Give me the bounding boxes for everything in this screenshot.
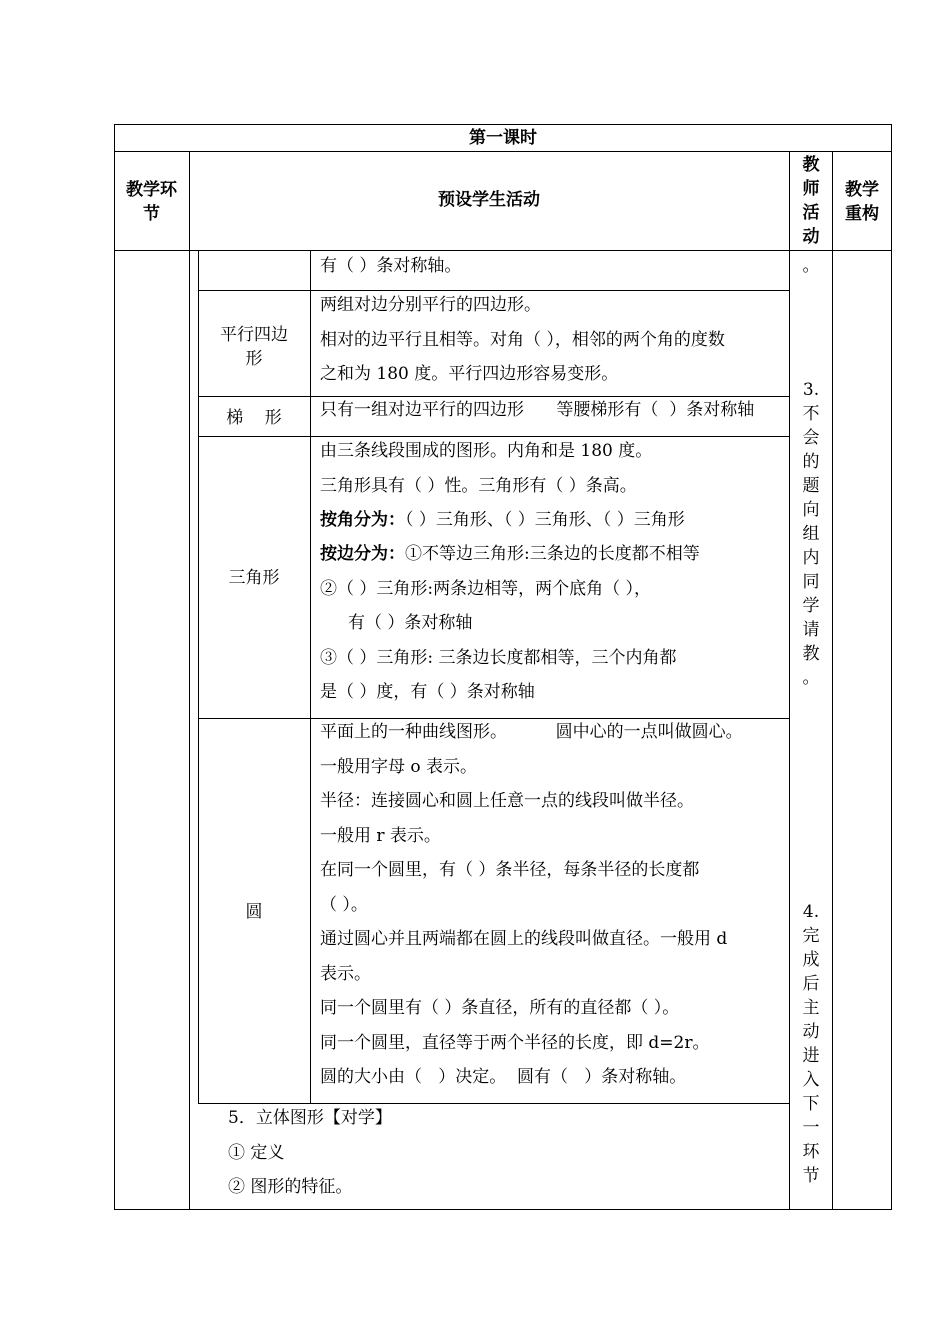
circle-line: 平面上的一种曲线图形。 圆中心的一点叫做圆心。 <box>320 722 743 742</box>
header-row-border <box>114 250 892 251</box>
parallelogram-line-2: 相对的边平行且相等。对角（ ），相邻的两个角的度数 <box>320 330 725 350</box>
trapezoid-line-1: 只有一组对边平行的四边形 等腰梯形有（ ）条对称轴 <box>320 400 755 420</box>
parallelogram-line-1: 两组对边分别平行的四边形。 <box>320 295 541 315</box>
triangle-line-1: 由三条线段围成的图形。内角和是 180 度。 <box>320 441 653 461</box>
inner-bottom-border <box>198 1103 790 1104</box>
col3-divider <box>832 151 833 1210</box>
inner-row-line <box>198 290 790 291</box>
circle-line: 一般用字母 o 表示。 <box>320 757 478 777</box>
circle-line: 在同一个圆里，有（ ）条半径，每条半径的长度都 <box>320 860 700 880</box>
table-top-border <box>114 124 892 125</box>
inner-row-line <box>198 718 790 719</box>
solid-figure-heading: 5．立体图形【对学】 <box>228 1108 392 1128</box>
triangle-line-equilateral: ③（ ）三角形: 三条边长度都相等，三个内角都 <box>320 648 677 668</box>
table-bottom-border <box>114 1209 892 1210</box>
teacher-item-4: 4. 完 成 后 主 动 进 入 下 一 环 节 <box>802 902 820 1186</box>
header-teaching-stage: 教学环 节 <box>126 180 177 224</box>
inner-row-line <box>198 436 790 437</box>
inner-row-line <box>198 396 790 397</box>
symmetry-axis-line: 有（ ）条对称轴。 <box>320 256 462 276</box>
solid-figure-definition: ① 定义 <box>228 1143 285 1163</box>
inner-col-divider <box>310 250 311 1104</box>
inner-right-border <box>789 250 790 1104</box>
circle-line: 通过圆心并且两端都在圆上的线段叫做直径。一般用 d <box>320 929 728 949</box>
triangle-line-isosceles: ②（ ）三角形:两条边相等，两个底角（ ）， <box>320 579 652 599</box>
teacher-item-3: 3. 不 会 的 题 向 组 内 同 学 请 教 。 <box>802 380 820 688</box>
circle-line: （ ）。 <box>320 895 368 915</box>
circle-line: 表示。 <box>320 964 371 984</box>
teacher-top-mark: 。 <box>802 256 820 276</box>
triangle-line-degree: 是（ ）度，有（ ）条对称轴 <box>320 682 535 702</box>
header-teaching-reconstruct: 教学 重构 <box>845 180 879 224</box>
circle-line: 半径：连接圆心和圆上任意一点的线段叫做半径。 <box>320 791 694 811</box>
label-parallelogram: 平行四边 形 <box>220 325 288 369</box>
table-right-border <box>891 124 892 1210</box>
triangle-line-2: 三角形具有（ ）性。三角形有（ ）条高。 <box>320 476 637 496</box>
circle-line: 同一个圆里有（ ）条直径，所有的直径都（ ）。 <box>320 998 680 1018</box>
label-circle: 圆 <box>245 902 263 922</box>
col1-divider <box>189 151 190 1210</box>
title-row-border <box>114 151 892 152</box>
header-teacher-activity: 教 师 活 动 <box>802 155 820 247</box>
header-student-activity: 预设学生活动 <box>438 190 540 210</box>
inner-left-border <box>198 250 199 1104</box>
circle-line: 同一个圆里，直径等于两个半径的长度，即 d=2r。 <box>320 1033 710 1053</box>
circle-line: 圆的大小由（ ）决定。 圆有（ ）条对称轴。 <box>320 1067 687 1087</box>
label-trapezoid: 梯 形 <box>226 408 282 428</box>
triangle-line-axis: 有（ ）条对称轴 <box>348 613 473 633</box>
table-title: 第一课时 <box>469 128 537 148</box>
parallelogram-line-3: 之和为 180 度。平行四边形容易变形。 <box>320 364 619 384</box>
solid-figure-features: ② 图形的特征。 <box>228 1177 353 1197</box>
triangle-angle-line: 按角分为：（ ）三角形、（ ）三角形、（ ）三角形 <box>320 510 685 530</box>
circle-line: 一般用 r 表示。 <box>320 826 441 846</box>
table-left-border <box>114 124 115 1210</box>
label-triangle: 三角形 <box>228 568 280 588</box>
triangle-side-line: 按边分为：①不等边三角形:三条边的长度都不相等 <box>320 544 700 564</box>
